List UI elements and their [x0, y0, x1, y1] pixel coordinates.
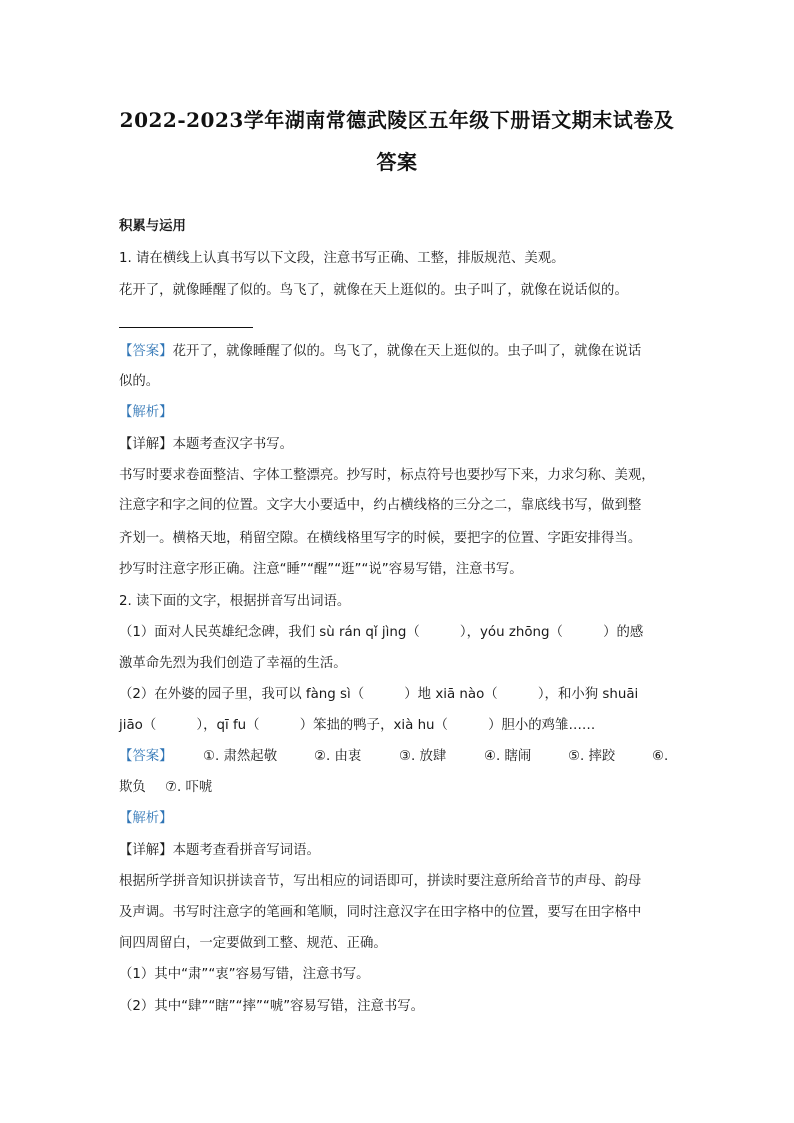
detail-tag: 【详解】 [119, 437, 173, 452]
q2-body-line: 根据所学拼音知识拼读音节，写出相应的词语即可，拼读时要注意所给音节的声母、韵母 [119, 874, 642, 889]
q1-passage: 花开了，就像睡醒了似的。鸟飞了，就像在天上逛似的。虫子叫了，就像在说话似的。 [119, 283, 628, 298]
q2-body-line: 间四周留白，一定要做到工整、规范、正确。 [119, 936, 387, 951]
q1-answer-cont: 似的。 [119, 374, 160, 389]
document-title-line2: 答案 [376, 150, 418, 174]
q1-detail-text: 本题考查汉字书写。 [172, 437, 294, 452]
q1-prompt: 1. 请在横线上认真书写以下文段，注意书写正确、工整，排版规范、美观。 [119, 251, 565, 266]
q2-item1-cont: 激革命先烈为我们创造了幸福的生活。 [119, 656, 347, 671]
q2-prompt: 2. 读下面的文字，根据拼音写出词语。 [119, 594, 351, 609]
q2-detail-text: 本题考查看拼音写词语。 [172, 843, 320, 858]
q1-answer [119, 343, 641, 361]
detail-tag: 【详解】 [119, 843, 173, 858]
document-title-line1: 2022-2023学年湖南常德武陵区五年级下册语文期末试卷及 [119, 108, 675, 132]
section-heading: 积累与运用 [119, 219, 186, 234]
q1-detail [119, 436, 293, 454]
q2-item1: （1）面对人民英雄纪念碑，我们 sù rán qǐ jìng（ ），yóu zhōng（ ）的感 [119, 625, 644, 640]
q2-answer-tag: 【答案】 [119, 749, 173, 764]
q1-answer-text: 花开了，就像睡醒了似的。鸟飞了，就像在天上逛似的。虫子叫了，就像在说话 [172, 344, 642, 359]
q2-body-line: 及声调。书写时注意字的笔画和笔顺，同时注意汉字在田字格中的位置，要写在田字格中 [119, 905, 642, 920]
q1-body-line: 抄写时注意字形正确。注意“睡”“醒”“逛”“说”容易写错，注意书写。 [119, 562, 523, 577]
q2-answer-item: ⑥. [652, 749, 669, 764]
q2-item2: （2）在外婆的园子里，我可以 fàng sì（ ）地 xiā nào（ ），和小狗 shuāi [119, 687, 639, 702]
q1-body-line: 注意字和字之间的位置。文字大小要适中，约占横线格的三分之二，靠底线书写，做到整 [119, 498, 642, 513]
q2-answer-item: ②. 由衷 [314, 749, 362, 764]
q1-analysis-tag: 【解析】 [119, 405, 173, 420]
q2-analysis-tag: 【解析】 [119, 811, 173, 826]
q2-detail [119, 842, 320, 860]
q2-item2-cont: jiāo（ ），qī fu（ ）笨拙的鸭子，xià hu（ ）胆小的鸡雏…… [119, 718, 596, 733]
q2-answer-item: ⑤. 摔跤 [568, 749, 616, 764]
q2-answer-item: ①. 肃然起敬 [203, 749, 278, 764]
q2-answer-item: 欺负 [119, 780, 146, 795]
q1-writing-line [119, 327, 253, 328]
q1-body-line: 书写时要求卷面整洁、字体工整漂亮。抄写时，标点符号也要抄写下来，力求匀称、美观， [119, 468, 655, 483]
q1-body-line: 齐划一。横格天地，稍留空隙。在横线格里写字的时候，要把字的位置、字距安排得当。 [119, 531, 642, 546]
q2-answer-item: ⑦. 吓唬 [165, 780, 213, 795]
q2-body-line: （2）其中“肆”“瞎”“摔”“唬”容易写错，注意书写。 [119, 999, 425, 1014]
q2-body-line: （1）其中“肃”“衷”容易写错，注意书写。 [119, 967, 370, 982]
q2-answer-item: ④. 瞎闹 [484, 749, 532, 764]
answer-tag: 【答案】 [119, 344, 173, 359]
q2-answer-item: ③. 放肆 [399, 749, 447, 764]
